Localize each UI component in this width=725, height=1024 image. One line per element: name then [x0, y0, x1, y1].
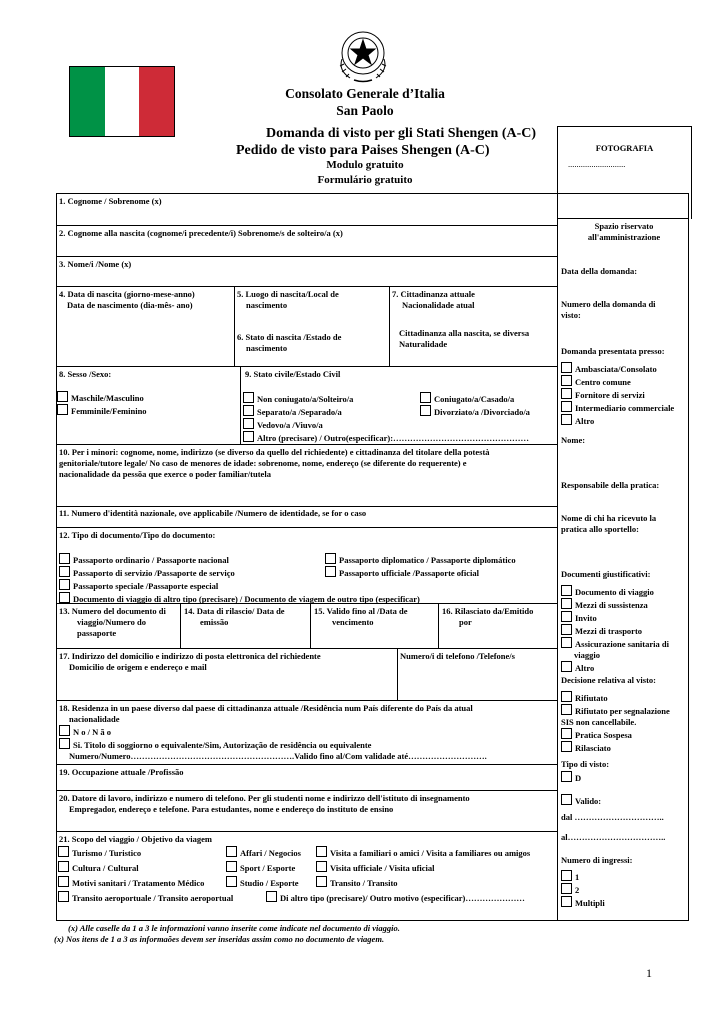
admin-valid-to[interactable]: al……………………………..	[561, 832, 666, 842]
admin-application-number	[561, 299, 656, 321]
purpose-sport-label: Sport / Esporte	[240, 863, 296, 873]
admin-visa-type: Tipo di visto:	[561, 759, 610, 769]
admin-docs-options	[561, 585, 669, 674]
admin-intermediary-option[interactable]	[561, 401, 674, 414]
admin-decision: Decisione relativa al visto:	[561, 675, 656, 685]
checkbox[interactable]	[561, 585, 572, 596]
residence-yes-label: Si. Titolo di soggiorno o equivalente/Sim, Autorização de residência ou equivalente	[73, 740, 372, 750]
checkbox[interactable]	[226, 876, 237, 887]
admin-decision-options	[561, 691, 670, 754]
field-15-valid-until[interactable]	[314, 606, 408, 628]
civil-married-option[interactable]	[420, 392, 530, 405]
purpose-sport-option[interactable]	[226, 861, 295, 874]
checkbox[interactable]	[57, 404, 68, 415]
admin-refused-sis-cont: SIS non cancellabile.	[561, 717, 637, 727]
residence-yes-option[interactable]	[59, 738, 554, 751]
admin-doc-insurance-label: Assicurazione sanitaria di	[575, 639, 669, 649]
doc-special-label: Passaporto speciale /Passaporte especial	[73, 581, 219, 591]
purpose-other-label: Di altro tipo (precisare)/ Outro motivo (especificar)…………………	[280, 893, 525, 903]
field-9-civil-status: 9. Stato civile/Estado Civil	[245, 369, 341, 379]
admin-doc-means-option[interactable]	[561, 598, 669, 611]
consulate-name: Consolato Generale d’Italia	[285, 86, 445, 101]
field-5-label-a: 5. Luogo di nascita/Local de	[237, 289, 339, 299]
purpose-study-label: Studio / Esporte	[240, 878, 299, 888]
admin-application-date: Data della domanda:	[561, 266, 638, 276]
admin-received-by	[561, 513, 656, 535]
civil-other-option[interactable]	[243, 431, 529, 444]
checkbox[interactable]	[561, 362, 572, 373]
checkbox[interactable]	[561, 870, 572, 881]
field-20-label-a: 20. Datore di lavoro, indirizzo e numero di telefono. Per gli studenti nome e indirizzo dell'istituto di insegnamento	[59, 793, 470, 803]
residence-no-option[interactable]	[59, 725, 554, 738]
field-15-label-b: vencimento	[332, 617, 374, 627]
admin-valid-option[interactable]	[561, 794, 601, 807]
field-4-label-pt: Data de nascimento (dia-mês- ano)	[67, 300, 193, 310]
checkbox[interactable]	[58, 861, 69, 872]
field-11-national-id[interactable]: 11. Numero d'identità nazionale, ove applicabile /Numero de identidade, se for o caso	[59, 508, 367, 518]
purpose-tourism-option[interactable]	[58, 846, 141, 859]
purpose-tourism-label: Turismo / Turistico	[72, 848, 142, 858]
admin-embassy-option[interactable]	[561, 362, 674, 375]
purpose-family-option[interactable]	[316, 846, 530, 859]
admin-refused-option[interactable]	[561, 691, 670, 704]
field-20-label-b: Empregador, endereço e telefone. Para estudantes, nome e endereço do instituto de ensino	[69, 804, 394, 814]
admin-entries-options	[561, 870, 605, 909]
admin-entries-1-label: 1	[575, 872, 580, 882]
doc-special-option[interactable]	[59, 579, 420, 592]
field-6-birth-country[interactable]	[237, 332, 341, 354]
admin-refused-sis-label: Rifiutato per segnalazione	[575, 706, 670, 716]
checkbox[interactable]	[561, 691, 572, 702]
field-12-right-options	[325, 553, 516, 579]
checkbox[interactable]	[561, 611, 572, 622]
consulate-city: San Paolo	[336, 103, 394, 118]
field-13-label-c: passaporte	[77, 628, 117, 638]
checkbox[interactable]	[561, 624, 572, 635]
admin-received-1: Nome di chi ha ricevuto la	[561, 513, 657, 523]
footnote-pt: (x) Nos itens de 1 a 3 as informaões devem ser inseridas assim como no documento de viagem.	[54, 934, 385, 944]
residence-number-line[interactable]: Numero/Numero………………………………………………….Valido fino al/Com validade até……………………….	[69, 751, 487, 761]
field-1-surname[interactable]: 1. Cognome / Sobrenome (x)	[59, 196, 162, 206]
field-2-birth-surname[interactable]: 2. Cognome alla nascita (cognome/i precedente/i) Sobrenome/s de solteiro/a (x)	[59, 228, 343, 238]
admin-visa-type-d	[561, 771, 581, 784]
admin-doc-invite-option[interactable]	[561, 611, 669, 624]
field-13-label-a: 13. Numero del documento di	[59, 606, 166, 616]
admin-entries-multi-option[interactable]	[561, 896, 605, 909]
admin-issued-option[interactable]	[561, 741, 670, 754]
admin-issued-label: Rilasciato	[575, 743, 611, 753]
flag-white-band	[105, 67, 140, 136]
admin-responsible: Responsabile della pratica:	[561, 480, 660, 490]
field-13-document-number[interactable]	[59, 606, 166, 639]
form-subtitle-it: Modulo gratuito	[326, 159, 404, 171]
doc-official-label: Passaporto ufficiale /Passaporte oficial	[339, 568, 479, 578]
field-17-phone[interactable]: Numero/i di telefono /Telefone/s	[400, 651, 515, 661]
checkbox[interactable]	[226, 861, 237, 872]
field-19-occupation[interactable]: 19. Occupazione attuale /Profissão	[59, 767, 184, 777]
doc-official-option[interactable]	[325, 566, 516, 579]
field-3-name[interactable]: 3. Nome/i /Nome (x)	[59, 259, 132, 269]
admin-valid-from[interactable]: dal …………………………..	[561, 812, 664, 822]
admin-intermediary-label: Intermediario commerciale	[575, 403, 675, 413]
field-18-label-a: 18. Residenza in un paese diverso dal paese di cittadinanza attuale /Residência num País diferente do País da atual	[59, 703, 473, 713]
field-5-label-b: nascimento	[246, 300, 288, 310]
admin-type-d-label: D	[575, 773, 582, 783]
admin-entries: Numero di ingressi:	[561, 855, 633, 865]
admin-type-d-option[interactable]	[561, 771, 581, 784]
field-10-minors[interactable]	[59, 447, 554, 480]
checkbox[interactable]	[59, 566, 70, 577]
field-4-birth-date[interactable]	[59, 289, 195, 311]
checkbox[interactable]	[316, 846, 327, 857]
admin-title-1: Spazio riservato	[594, 221, 654, 231]
civil-single-label: Non coniugato/a/Solteiro/a	[257, 394, 354, 404]
field-16-label-a: 16. Rilasciato da/Emitido	[442, 606, 534, 616]
field-18-residence	[59, 703, 554, 762]
checkbox[interactable]	[59, 592, 70, 603]
field-7-label-d: Naturalidade	[399, 339, 448, 349]
checkbox[interactable]	[561, 598, 572, 609]
admin-supporting-docs: Documenti giustificativi:	[561, 569, 651, 579]
admin-entries-multi-label: Multipli	[575, 898, 605, 908]
checkbox[interactable]	[561, 388, 572, 399]
admin-doc-invite-label: Invito	[575, 613, 597, 623]
purpose-study-option[interactable]	[226, 876, 299, 889]
purpose-other-option[interactable]	[266, 891, 525, 904]
checkbox[interactable]	[420, 392, 431, 403]
checkbox[interactable]	[561, 414, 572, 425]
footnote-it: (x) Alle caselle da 1 a 3 le informazioni vanno inserite come indicate nel documento di viaggio.	[68, 923, 400, 933]
field-18-label-b: nacionalidade	[69, 714, 120, 724]
flag-red-band	[139, 67, 174, 136]
purpose-culture-option[interactable]	[58, 861, 139, 874]
field-16-label-b: por	[459, 617, 472, 627]
field-10-line-1: 10. Per i minori: cognome, nome, indirizzo (se diverso da quello del richiedente) e cittadinanza del titolare della potestà	[59, 447, 490, 457]
checkbox[interactable]	[561, 401, 572, 412]
form-title-pt: Pedido de visto para Paises Shengen (A-C)	[236, 143, 490, 158]
field-5-birth-place[interactable]	[237, 289, 339, 311]
field-20-employer[interactable]	[59, 793, 470, 815]
checkbox[interactable]	[561, 771, 572, 782]
admin-submitted-options	[561, 362, 674, 427]
italian-republic-emblem-icon	[334, 24, 392, 84]
checkbox[interactable]	[561, 661, 572, 672]
purpose-official-option[interactable]	[316, 861, 435, 874]
checkbox[interactable]	[59, 738, 70, 749]
checkbox[interactable]	[266, 891, 277, 902]
admin-doc-transport-option[interactable]	[561, 624, 669, 637]
admin-service-provider-option[interactable]	[561, 388, 674, 401]
checkbox[interactable]	[420, 405, 431, 416]
doc-ordinary-label: Passaporto ordinario / Passaporte nacional	[73, 555, 229, 565]
checkbox[interactable]	[316, 861, 327, 872]
purpose-business-label: Affari / Negocios	[240, 848, 301, 858]
field-14-issue-date[interactable]	[184, 606, 285, 628]
admin-received-2: pratica allo sportello:	[561, 524, 639, 534]
admin-doc-other-label: Altro	[575, 663, 595, 673]
checkbox[interactable]	[561, 704, 572, 715]
doc-service-label: Passaporto di servizio /Passaporte de serviço	[73, 568, 235, 578]
admin-valid	[561, 794, 601, 807]
field-7-label-a: 7. Cittadinanza attuale	[392, 289, 475, 299]
checkbox[interactable]	[561, 728, 572, 739]
admin-doc-means-label: Mezzi di sussistenza	[575, 600, 648, 610]
field-17-address[interactable]	[59, 651, 321, 673]
admin-number-2: visto:	[561, 310, 581, 320]
purpose-transit-label: Transito / Transito	[330, 878, 398, 888]
sex-male-label: Maschile/Masculino	[71, 393, 144, 403]
checkbox[interactable]	[59, 553, 70, 564]
admin-title-2: all'amministrazione	[587, 232, 661, 242]
field-10-line-2: genitoriale/tutore legale/ No caso de menores de idade: sobrenome, nome, endereço (se diferente do requerente) e	[59, 458, 467, 468]
admin-other-label: Altro	[575, 416, 595, 426]
field-15-label-a: 15. Valido fino al /Data de	[314, 606, 408, 616]
field-21-purpose: 21. Scopo del viaggio / Objetivo da viagem	[59, 834, 212, 844]
field-6-label-b: nascimento	[246, 343, 288, 353]
admin-refused-label: Rifiutato	[575, 693, 608, 703]
purpose-medical-option[interactable]	[58, 876, 204, 889]
civil-other-label: Altro (precisare) / Outro(especificar):…………………………………………	[257, 433, 530, 443]
civil-widowed-option[interactable]	[243, 418, 529, 431]
flag-green-band	[70, 67, 105, 136]
admin-submitted-at: Domanda presentata presso:	[561, 346, 665, 356]
sex-female-option[interactable]	[57, 404, 147, 417]
field-7-label-b: Nacionalidade atual	[402, 300, 475, 310]
civil-separated-label: Separato/a /Separado/a	[257, 407, 342, 417]
form-subtitle-pt: Formulário gratuito	[317, 174, 413, 186]
purpose-medical-label: Motivi sanitari / Tratamento Médico	[72, 878, 205, 888]
civil-divorced-option[interactable]	[420, 405, 530, 418]
sex-male-option[interactable]	[57, 391, 147, 404]
field-4-label-it: 4. Data di nascita (giorno-mese-anno)	[59, 289, 195, 299]
doc-other-label: Documento di viaggio di altro tipo (precisare) / Documento de viagem de outro tipo (especificar)	[73, 594, 420, 604]
admin-other-option[interactable]	[561, 414, 674, 427]
admin-service-provider-label: Fornitore di servizi	[575, 390, 645, 400]
admin-doc-insurance-option[interactable]	[561, 637, 669, 650]
checkbox[interactable]	[58, 876, 69, 887]
civil-married-label: Coniugato/a/Casado/a	[434, 394, 515, 404]
field-7-birth-nationality[interactable]	[399, 328, 529, 350]
checkbox[interactable]	[561, 896, 572, 907]
field-14-label-a: 14. Data di rilascio/ Data de	[184, 606, 285, 616]
checkbox[interactable]	[58, 891, 69, 902]
admin-pending-label: Pratica Sospesa	[575, 730, 632, 740]
field-8-options	[57, 391, 147, 417]
checkbox[interactable]	[57, 391, 68, 402]
admin-doc-insurance-cont: viaggio	[574, 650, 600, 660]
italian-flag	[69, 66, 175, 137]
admin-embassy-label: Ambasciata/Consolato	[575, 364, 657, 374]
field-8-sex: 8. Sesso /Sexo:	[59, 369, 112, 379]
civil-widowed-label: Vedovo/a /Viuvo/a	[257, 420, 323, 430]
photo-dots: ...........................	[568, 159, 626, 169]
checkbox[interactable]	[226, 846, 237, 857]
checkbox[interactable]	[325, 566, 336, 577]
field-6-label-a: 6. Stato di nascita /Estado de	[237, 332, 342, 342]
purpose-family-label: Visita a familiari o amici / Visita a familiares ou amigos	[330, 848, 531, 858]
doc-diplomatic-option[interactable]	[325, 553, 516, 566]
checkbox[interactable]	[243, 405, 254, 416]
admin-doc-other-option[interactable]	[561, 661, 669, 674]
purpose-transit-option[interactable]	[316, 876, 398, 889]
checkbox[interactable]	[561, 883, 572, 894]
checkbox[interactable]	[561, 375, 572, 386]
admin-number-1: Numero della domanda di	[561, 299, 656, 309]
doc-other-option[interactable]	[59, 592, 420, 605]
civil-divorced-label: Divorziato/a /Divorciado/a	[434, 407, 530, 417]
photo-label: FOTOGRAFIA	[595, 143, 654, 153]
field-7-nationality[interactable]	[392, 289, 475, 311]
checkbox[interactable]	[243, 418, 254, 429]
checkbox[interactable]	[243, 431, 254, 442]
checkbox[interactable]	[59, 579, 70, 590]
checkbox[interactable]	[316, 876, 327, 887]
field-13-label-b: viaggio/Numero do	[77, 617, 147, 627]
admin-refused-sis-option[interactable]	[561, 704, 670, 717]
admin-entries-2-label: 2	[575, 885, 580, 895]
field-17-label-a: 17. Indirizzo del domicilio e indirizzo di posta elettronica del richiedente	[59, 651, 321, 661]
admin-column	[560, 221, 688, 243]
checkbox[interactable]	[58, 846, 69, 857]
field-10-line-3: nacionalidade da pessõa que exerce o poder familiar/tutela	[59, 469, 271, 479]
checkbox[interactable]	[59, 725, 70, 736]
field-12-document-type: 12. Tipo di documento/Tipo do documento:	[59, 530, 216, 540]
form-title-it: Domanda di visto per gli Stati Shengen (A-C)	[266, 126, 537, 141]
checkbox[interactable]	[325, 553, 336, 564]
admin-entries-2-option[interactable]	[561, 883, 605, 896]
field-16-issued-by[interactable]	[442, 606, 533, 628]
checkbox[interactable]	[561, 741, 572, 752]
checkbox[interactable]	[561, 637, 572, 648]
checkbox[interactable]	[561, 794, 572, 805]
admin-pending-option[interactable]	[561, 728, 670, 741]
field-17-label-b: Domicilio de origem e endereço e mail	[69, 662, 207, 672]
field-7-label-c: Cittadinanza alla nascita, se diversa	[399, 328, 530, 338]
sex-female-label: Femminile/Feminino	[71, 406, 147, 416]
residence-no-label: N o / N ã o	[73, 727, 112, 737]
admin-name: Nome:	[561, 435, 586, 445]
purpose-business-option[interactable]	[226, 846, 301, 859]
purpose-official-label: Visita ufficiale / Visita uficial	[330, 863, 435, 873]
admin-entries-1-option[interactable]	[561, 870, 605, 883]
admin-doc-transport-label: Mezzi di trasporto	[575, 626, 643, 636]
admin-valid-label: Valido:	[575, 796, 602, 806]
field-9-right-options	[420, 392, 530, 418]
purpose-airport-transit-option[interactable]	[58, 891, 233, 904]
admin-common-centre-label: Centro comune	[575, 377, 631, 387]
page-number: 1	[646, 966, 652, 980]
checkbox[interactable]	[243, 392, 254, 403]
purpose-culture-label: Cultura / Cultural	[72, 863, 139, 873]
admin-common-centre-option[interactable]	[561, 375, 674, 388]
purpose-airport-transit-label: Transito aeroportuale / Transito aeroportual	[72, 893, 234, 903]
doc-diplomatic-label: Passaporto diplomatico / Passaporte diplomático	[339, 555, 516, 565]
admin-doc-travel-option[interactable]	[561, 585, 669, 598]
admin-doc-travel-label: Documento di viaggio	[575, 587, 654, 597]
field-14-label-b: emissão	[200, 617, 229, 627]
